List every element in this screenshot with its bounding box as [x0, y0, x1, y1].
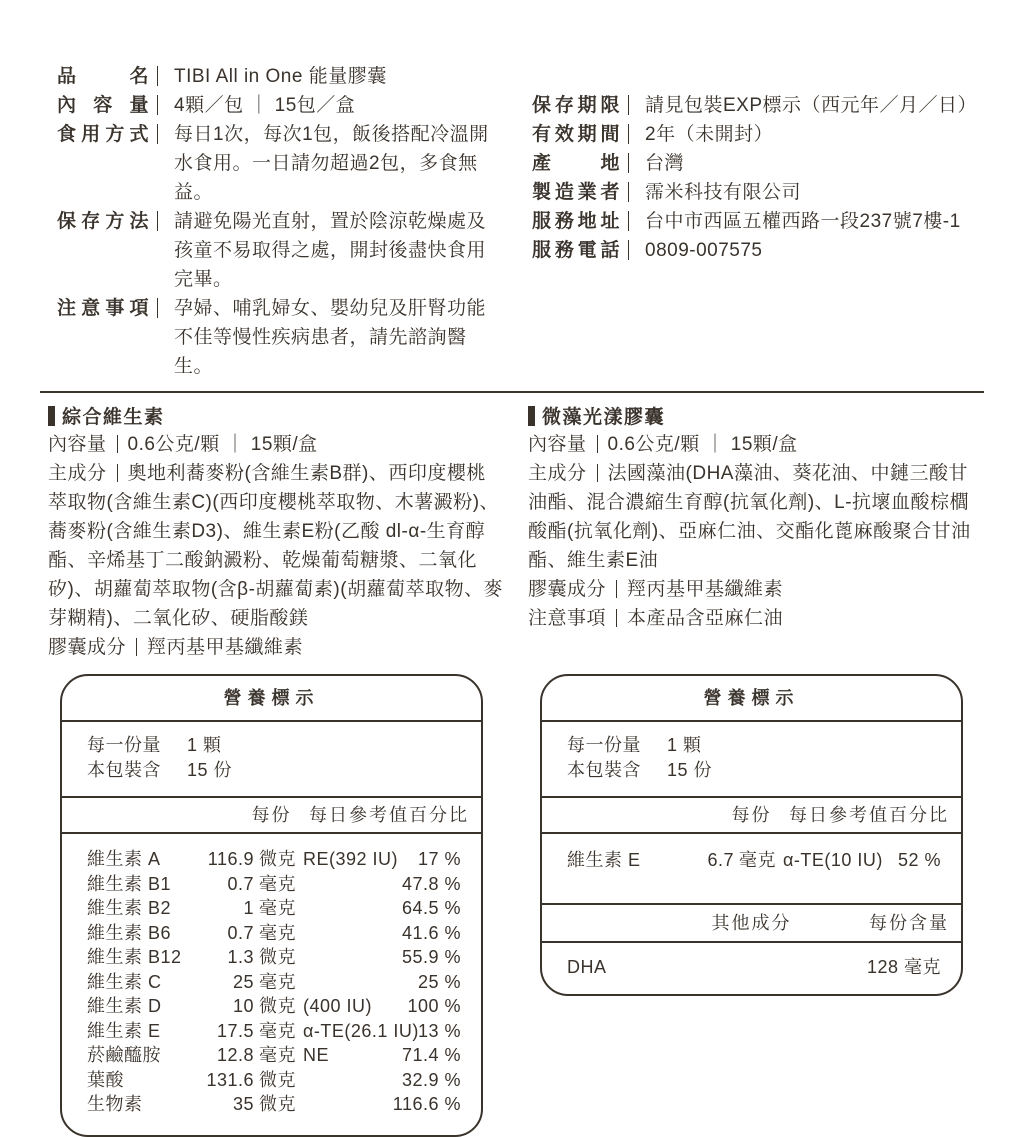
serving-label: 每一份量	[87, 735, 161, 755]
serving-row	[87, 733, 456, 758]
nutrient-amount: 116.9	[207, 849, 254, 869]
field-value: 4顆／包 ｜ 15包／盒	[174, 95, 356, 116]
field-label: 保存期限	[532, 95, 620, 116]
nutrient-unit: 毫克	[259, 922, 296, 943]
section-header	[528, 401, 985, 430]
label-separator	[628, 182, 629, 202]
field-label: 製造業者	[532, 182, 620, 203]
field-value: 台中市西區五權西路一段237號7樓-1	[645, 211, 961, 232]
nutrition-table-multivitamin	[60, 674, 483, 1137]
nutrient-row	[567, 848, 941, 873]
nutrient-unit: 毫克	[259, 873, 296, 894]
nutrient-unit-note	[254, 1092, 361, 1117]
nutrient-unit-note	[254, 896, 361, 921]
nutrition-tables-section	[0, 674, 1024, 1137]
product-multivitamin	[48, 401, 505, 662]
nutrient-unit: 毫克	[259, 898, 296, 918]
nutrient-unit: 微克	[259, 1094, 296, 1114]
nutrient-unit-note	[254, 945, 361, 970]
nutrient-name: 維生素 B12	[87, 947, 182, 967]
product-row	[48, 633, 505, 662]
field-value: 請見包裝EXP標示（西元年／月／日）	[645, 95, 978, 116]
nutrient-name: 維生素 D	[87, 996, 162, 1016]
nutrient-amount: 131.6	[206, 1069, 254, 1090]
info-row	[57, 62, 497, 91]
field-label: 內容量	[528, 434, 587, 455]
field-value: 羥丙基甲基纖維素	[147, 637, 304, 658]
nutrient-unit: 微克	[259, 1069, 296, 1090]
nutrient-unit-note	[254, 872, 361, 897]
field-value: 台灣	[645, 153, 685, 174]
section-title: 微藻光漾膠囊	[542, 407, 666, 428]
label-separator	[157, 211, 158, 231]
column-amount-per-serving: 每份含量	[869, 912, 949, 933]
field-label: 膠囊成分	[528, 579, 607, 600]
serving-label: 本包裝含	[567, 760, 641, 780]
section-title: 綜合維生素	[62, 407, 165, 428]
serving-value: 1 顆	[187, 735, 222, 755]
label-separator	[616, 580, 617, 598]
info-row	[532, 207, 984, 236]
nutrient-percent: 100 %	[407, 996, 461, 1016]
column-other-ingredients: 其他成分	[711, 912, 792, 933]
nutrient-amount: 1	[243, 898, 254, 918]
field-label: 保存方法	[57, 211, 149, 232]
product-row	[48, 430, 505, 459]
nutrient-name: 維生素 B1	[87, 873, 172, 894]
nutrient-name: 菸鹼醯胺	[87, 1045, 161, 1065]
serving-row	[87, 758, 456, 783]
field-label: 主成分	[528, 463, 587, 484]
serving-value: 1 顆	[667, 735, 702, 755]
nutrient-row	[87, 970, 461, 995]
label-separator	[616, 609, 617, 627]
nutrient-percent: 47.8 %	[401, 873, 461, 894]
field-label: 服務電話	[532, 240, 620, 261]
info-row	[532, 178, 984, 207]
nutrient-amount: 0.7	[227, 922, 254, 943]
label-separator	[157, 124, 158, 144]
field-label: 膠囊成分	[48, 637, 127, 658]
nutrient-row	[87, 921, 461, 946]
field-label: 品名	[57, 66, 149, 87]
nutrient-rows	[542, 834, 961, 903]
nutrient-amount: 25	[232, 971, 254, 992]
nutrient-row	[87, 1019, 461, 1044]
other-ingredients-header-row	[542, 903, 961, 943]
product-info-right-column	[532, 62, 984, 381]
label-separator	[628, 124, 629, 144]
nutrient-unit: 毫克	[739, 850, 776, 870]
nutrient-amount: 0.7	[227, 873, 254, 894]
nutrient-percent: 13 %	[417, 1020, 461, 1041]
product-rows	[528, 430, 985, 633]
field-value: 0809-007575	[645, 240, 763, 261]
other-ingredient-rows	[542, 943, 961, 994]
nutrient-name: 生物素	[87, 1094, 143, 1114]
nutrient-percent: 71.4 %	[401, 1045, 461, 1065]
nutrient-name: 維生素 E	[87, 1020, 161, 1041]
field-value: 奧地利蕎麥粉(含維生素B群)、西印度櫻桃萃取物(含維生素C)(西印度櫻桃萃取物、木薯澱粉)、蕎麥粉(含維生素D3)、維生素E粉(乙酸 dl-α-生育醇酯、辛烯基丁二酸鈉澱粉、乾燥葡萄糖漿、二氧化矽)、胡蘿蔔萃取物(含β-胡蘿蔔素)(胡蘿蔔萃取物、麥芽糊精)、二氧化矽、硬脂酸鎂	[48, 463, 504, 629]
label-separator	[628, 153, 629, 173]
nutrient-name: 維生素 C	[87, 971, 162, 992]
field-label: 食用方式	[57, 124, 149, 145]
section-divider	[40, 391, 984, 393]
nutrient-percent: 55.9 %	[401, 947, 461, 967]
nutrient-note: α-TE(26.1 IU)	[303, 1020, 419, 1041]
column-header-row	[62, 798, 481, 834]
nutrient-percent: 32.9 %	[401, 1069, 461, 1090]
nutrient-unit-note	[734, 848, 883, 873]
product-row	[528, 575, 985, 604]
field-label: 內容量	[48, 434, 107, 455]
field-label: 主成分	[48, 463, 107, 484]
info-row	[532, 91, 984, 120]
nutrition-table-microalgae	[540, 674, 963, 996]
section-header	[48, 401, 505, 430]
section-marker-bar	[48, 406, 55, 426]
info-row	[57, 120, 497, 207]
product-row	[528, 604, 985, 633]
nutrient-percent: 116.6 %	[392, 1094, 461, 1114]
column-per-serving: 每份	[731, 805, 772, 825]
product-microalgae	[528, 401, 985, 662]
nutrient-name: 葉酸	[87, 1069, 124, 1090]
info-row	[532, 120, 984, 149]
product-detail-section	[0, 401, 1024, 662]
info-row	[532, 149, 984, 178]
label-separator	[117, 464, 118, 482]
nutrient-unit: 微克	[259, 996, 296, 1016]
other-ingredient-row	[542, 943, 961, 994]
nutrient-amount: 17.5	[216, 1020, 254, 1041]
nutrient-row	[87, 945, 461, 970]
serving-value: 15 份	[187, 760, 233, 780]
nutrient-unit-note	[254, 994, 373, 1019]
field-value: TIBI All in One 能量膠囊	[174, 66, 387, 87]
serving-row	[567, 758, 936, 783]
nutrient-unit-note	[254, 970, 361, 995]
field-value: 羥丙基甲基纖維素	[627, 579, 784, 600]
label-separator	[157, 66, 158, 86]
column-daily-value: 每日參考值百分比	[789, 805, 949, 825]
column-per-serving: 每份	[251, 805, 292, 825]
nutrient-percent: 41.6 %	[401, 922, 461, 943]
nutrient-note: α-TE(10 IU)	[783, 850, 883, 870]
other-ingredient-name: DHA	[567, 956, 607, 977]
label-separator	[597, 435, 598, 453]
nutrient-name: 維生素 E	[567, 850, 641, 870]
nutrient-row	[87, 1043, 461, 1068]
field-value: 0.6公克/顆 ｜ 15顆/盒	[127, 434, 318, 455]
nutrient-row	[87, 872, 461, 897]
column-daily-value: 每日參考值百分比	[309, 805, 469, 825]
nutrient-percent: 52 %	[897, 850, 941, 870]
label-separator	[157, 298, 158, 318]
nutrient-unit: 毫克	[259, 1020, 296, 1041]
field-label: 注意事項	[57, 298, 149, 319]
section-marker-bar	[528, 406, 535, 426]
product-row	[48, 459, 505, 633]
field-label: 注意事項	[528, 608, 607, 629]
label-separator	[157, 95, 158, 115]
other-ingredient-value: 128 毫克	[866, 956, 941, 977]
field-value: 本產品含亞麻仁油	[627, 608, 784, 629]
info-row	[57, 207, 497, 294]
info-row	[532, 236, 984, 265]
nutrient-unit-note	[254, 847, 399, 872]
field-label: 服務地址	[532, 211, 620, 232]
product-rows	[48, 430, 505, 662]
serving-info	[542, 722, 961, 798]
nutrient-name: 維生素 B2	[87, 898, 172, 918]
nutrient-row	[87, 1092, 461, 1117]
nutrient-amount: 1.3	[227, 947, 254, 967]
serving-label: 每一份量	[567, 735, 641, 755]
nutrient-note: (400 IU)	[303, 996, 373, 1016]
field-value: 2年（未開封）	[645, 124, 774, 145]
nutrient-percent: 64.5 %	[401, 898, 461, 918]
table-title: 營養標示	[62, 676, 481, 722]
product-row	[528, 459, 985, 575]
nutrient-percent: 25 %	[417, 971, 461, 992]
field-label: 內容量	[57, 95, 149, 116]
nutrient-rows	[62, 834, 481, 1135]
serving-row	[567, 733, 936, 758]
nutrient-row	[87, 1068, 461, 1093]
field-value: 請避免陽光直射，置於陰涼乾燥處及孩童不易取得之處，開封後盡快食用完畢。	[174, 211, 487, 290]
label-separator	[597, 464, 598, 482]
field-label: 有效期間	[532, 124, 620, 145]
nutrient-unit: 毫克	[259, 971, 296, 992]
label-separator	[117, 435, 118, 453]
nutrient-name: 維生素 A	[87, 849, 161, 869]
serving-info	[62, 722, 481, 798]
product-row	[528, 430, 985, 459]
nutrient-unit-note	[254, 921, 361, 946]
nutrient-unit: 微克	[259, 947, 296, 967]
field-label: 產地	[532, 153, 620, 174]
info-row	[57, 91, 497, 120]
nutrient-unit-note	[254, 1068, 361, 1093]
product-info-section	[0, 0, 1024, 381]
field-value: 每日1次，每次1包，飯後搭配冷溫開水食用。一日請勿超過2包，多食無益。	[174, 124, 489, 203]
nutrient-amount: 6.7	[707, 850, 734, 870]
column-header-row	[542, 798, 961, 834]
field-value: 孕婦、哺乳婦女、嬰幼兒及肝腎功能不佳等慢性疾病患者，請先諮詢醫生。	[174, 298, 487, 377]
field-value: 0.6公克/顆 ｜ 15顆/盒	[607, 434, 798, 455]
nutrient-row	[87, 847, 461, 872]
nutrient-unit: 毫克	[259, 1045, 296, 1065]
nutrient-row	[87, 896, 461, 921]
nutrient-name: 維生素 B6	[87, 922, 172, 943]
label-separator	[628, 95, 629, 115]
field-value: 霈米科技有限公司	[645, 182, 802, 203]
nutrient-amount: 12.8	[216, 1045, 254, 1065]
info-row	[57, 294, 497, 381]
nutrient-row	[87, 994, 461, 1019]
nutrient-note: NE	[303, 1045, 330, 1065]
serving-value: 15 份	[667, 760, 713, 780]
nutrient-amount: 10	[232, 996, 254, 1016]
nutrient-unit-note	[254, 1019, 419, 1044]
nutrient-unit: 微克	[259, 849, 296, 869]
product-info-left-column	[57, 62, 497, 381]
label-separator	[628, 240, 629, 260]
nutrient-amount: 35	[232, 1094, 254, 1114]
nutrient-note: RE(392 IU)	[303, 849, 399, 869]
field-value: 法國藻油(DHA藻油、葵花油、中鏈三酸甘油酯、混合濃縮生育醇(抗氧化劑)、L-抗壞血酸棕櫚酸酯(抗氧化劑)、亞麻仁油、交酯化蓖麻酸聚合甘油酯、維生素E油	[528, 463, 971, 571]
label-separator	[628, 211, 629, 231]
serving-label: 本包裝含	[87, 760, 161, 780]
nutrient-unit-note	[254, 1043, 361, 1068]
nutrient-percent: 17 %	[417, 849, 461, 869]
label-separator	[136, 638, 137, 656]
table-title: 營養標示	[542, 676, 961, 722]
